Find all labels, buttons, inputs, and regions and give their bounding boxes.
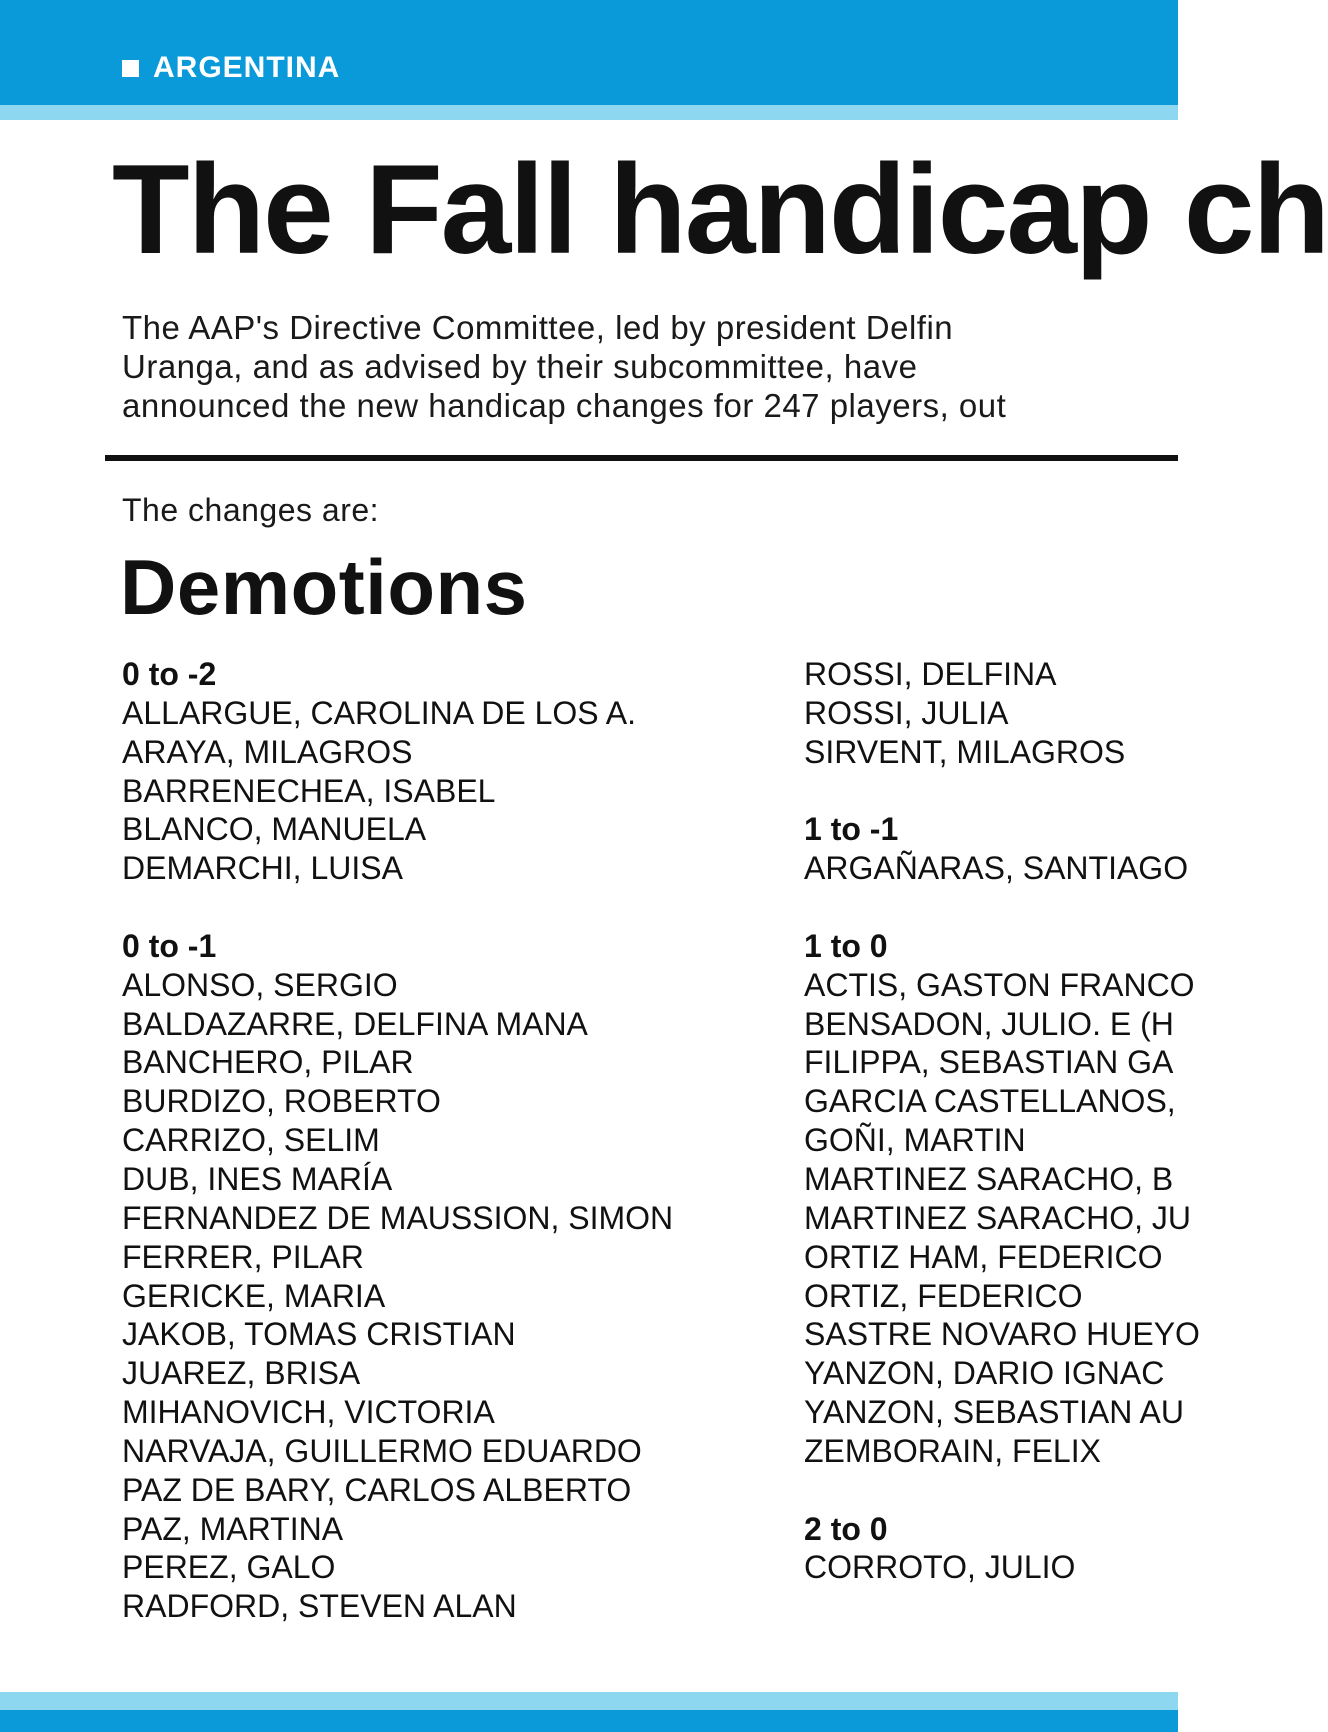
- player-name: SASTRE NOVARO HUEYO: [804, 1316, 1200, 1353]
- player-name: MARTINEZ SARACHO, B: [804, 1160, 1174, 1197]
- handicap-change-heading: 0 to -1: [122, 927, 217, 964]
- player-name: ACTIS, GASTON FRANCO: [804, 966, 1195, 1003]
- player-list: [804, 849, 1204, 888]
- handicap-change-heading: 2 to 0: [804, 1510, 888, 1547]
- section-tag-label: ARGENTINA: [153, 51, 341, 84]
- player-name: ARAYA, MILAGROS: [122, 733, 413, 770]
- handicap-group: [122, 655, 772, 888]
- player-name: GARCIA CASTELLANOS,: [804, 1083, 1176, 1120]
- section-heading-demotions: Demotions: [120, 543, 528, 631]
- player-name: MIHANOVICH, VICTORIA: [122, 1394, 495, 1431]
- player-name: PEREZ, GALO: [122, 1549, 336, 1586]
- player-name: ZEMBORAIN, FELIX: [804, 1432, 1101, 1469]
- player-name: PAZ, MARTINA: [122, 1510, 344, 1547]
- handicap-group: [804, 927, 1204, 1471]
- player-name: ORTIZ, FEDERICO: [804, 1277, 1083, 1314]
- changes-lead: The changes are:: [122, 492, 380, 528]
- player-name: JAKOB, TOMAS CRISTIAN: [122, 1316, 516, 1353]
- player-name: NARVAJA, GUILLERMO EDUARDO: [122, 1432, 642, 1469]
- header-stripe: [0, 105, 1178, 120]
- player-name: ROSSI, JULIA: [804, 694, 1009, 731]
- handicap-group: [804, 810, 1204, 888]
- player-name: ORTIZ HAM, FEDERICO: [804, 1238, 1163, 1275]
- player-name: BENSADON, JULIO. E (H: [804, 1005, 1174, 1042]
- handicap-change-heading: 0 to -2: [122, 656, 217, 692]
- player-name: BURDIZO, ROBERTO: [122, 1083, 441, 1120]
- player-list: [804, 966, 1204, 1471]
- player-list: [122, 966, 772, 1626]
- player-name: DEMARCHI, LUISA: [122, 850, 403, 887]
- player-list: [804, 1548, 1204, 1587]
- left-column: [122, 655, 772, 1626]
- player-name: ROSSI, DELFINA: [804, 656, 1057, 692]
- handicap-change-heading: 1 to 0: [804, 927, 888, 964]
- player-name: RADFORD, STEVEN ALAN: [122, 1588, 517, 1625]
- player-name: ALLARGUE, CAROLINA DE LOS A.: [122, 694, 636, 731]
- intro-line: Uranga, and as advised by their subcommittee, have: [122, 348, 918, 385]
- player-name: CORROTO, JULIO: [804, 1549, 1076, 1586]
- player-name: GERICKE, MARIA: [122, 1277, 386, 1314]
- handicap-group: [122, 927, 772, 1626]
- player-name: FERRER, PILAR: [122, 1238, 364, 1275]
- player-list: [804, 655, 1204, 772]
- footer-bar: [0, 1710, 1178, 1732]
- player-name: JUAREZ, BRISA: [122, 1355, 361, 1392]
- player-name: GOÑI, MARTIN: [804, 1122, 1026, 1159]
- player-name: FILIPPA, SEBASTIAN GA: [804, 1044, 1174, 1081]
- player-name: YANZON, DARIO IGNAC: [804, 1355, 1165, 1392]
- footer-stripe: [0, 1692, 1178, 1710]
- right-column: [804, 655, 1204, 1587]
- player-name: BALDAZARRE, DELFINA MANA: [122, 1005, 588, 1042]
- article-headline: The Fall handicap ch: [112, 138, 1328, 280]
- handicap-group: [804, 1510, 1204, 1588]
- square-bullet-icon: [122, 60, 139, 77]
- handicap-change-heading: 1 to -1: [804, 811, 899, 848]
- player-name: PAZ DE BARY, CARLOS ALBERTO: [122, 1471, 632, 1508]
- player-name: YANZON, SEBASTIAN AU: [804, 1394, 1184, 1431]
- player-name: DUB, INES MARÍA: [122, 1160, 393, 1197]
- player-name: BARRENECHEA, ISABEL: [122, 772, 496, 809]
- handicap-group: [804, 655, 1204, 772]
- player-name: BANCHERO, PILAR: [122, 1044, 414, 1081]
- player-name: ARGAÑARAS, SANTIAGO: [804, 850, 1189, 887]
- player-name: SIRVENT, MILAGROS: [804, 733, 1126, 770]
- intro-line: The AAP's Directive Committee, led by president Delfin: [122, 309, 954, 346]
- divider-rule: [105, 455, 1178, 461]
- player-list: [122, 694, 772, 888]
- section-tag: [122, 48, 340, 88]
- player-name: BLANCO, MANUELA: [122, 811, 427, 848]
- player-name: ALONSO, SERGIO: [122, 966, 398, 1003]
- player-name: CARRIZO, SELIM: [122, 1122, 380, 1159]
- player-name: MARTINEZ SARACHO, JU: [804, 1199, 1191, 1236]
- intro-line: announced the new handicap changes for 247 players, out: [122, 387, 1007, 424]
- player-name: FERNANDEZ DE MAUSSION, SIMON: [122, 1199, 674, 1236]
- intro-paragraph: [122, 308, 1202, 425]
